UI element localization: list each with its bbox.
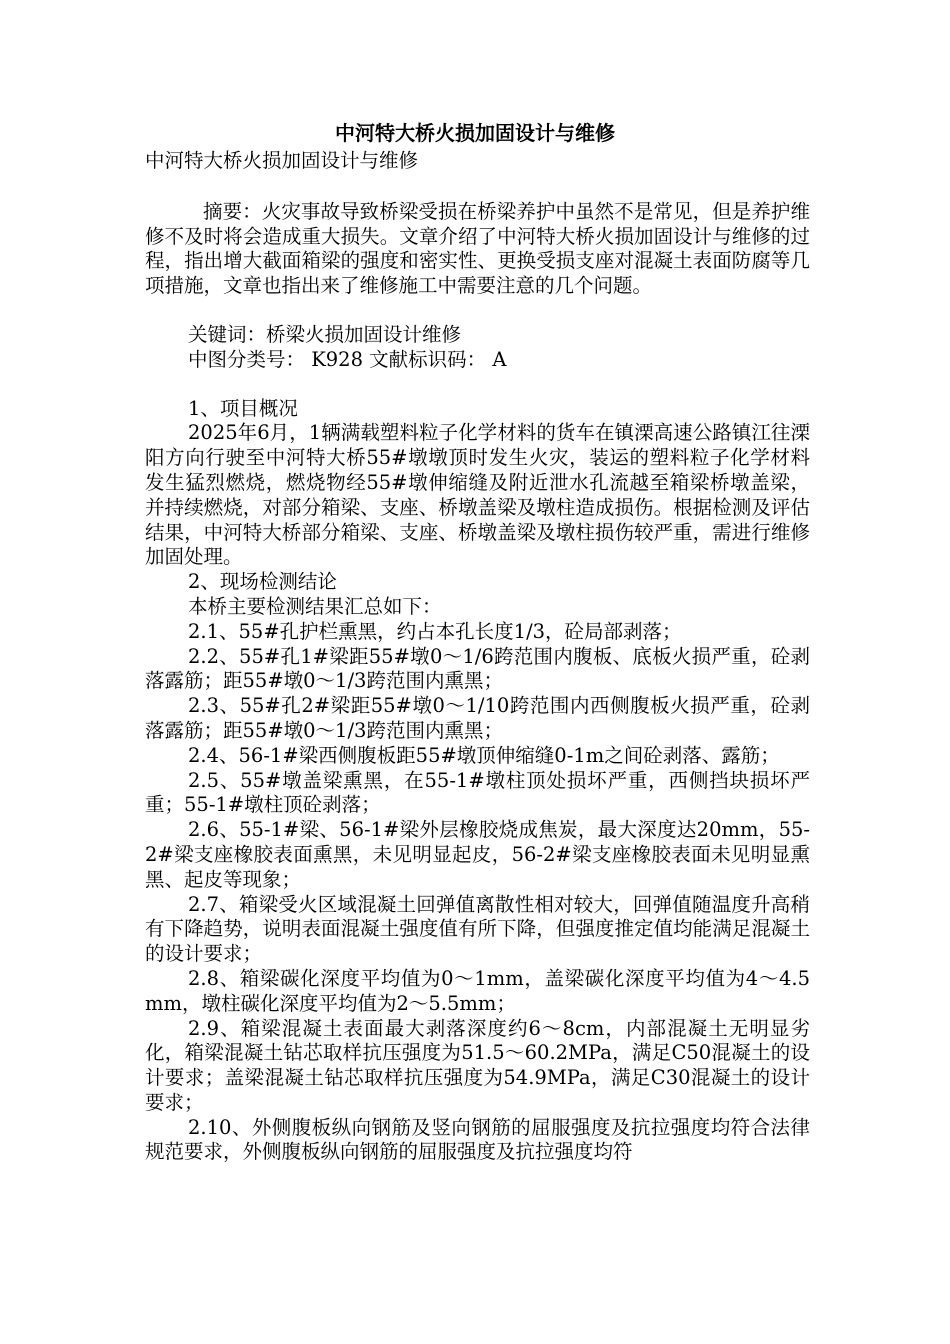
section-heading: 1、项目概况 xyxy=(188,396,298,420)
finding-item: 2.6、55-1#梁、56-1#梁外层橡胶烧成焦炭，最大深度达20mm，55-2#梁支座橡胶表面熏黑，未见明显起皮，56-2#梁支座橡胶表面未见明显熏黑、起皮等现象； xyxy=(145,818,810,891)
section-paragraph: 本桥主要检测结果汇总如下： xyxy=(188,594,442,618)
section-heading: 2、现场检测结论 xyxy=(188,570,337,594)
document-title: 中河特大桥火损加固设计与维修 xyxy=(335,121,615,145)
finding-item: 2.2、55#孔1#梁距55#墩0～1/6跨范围内腹板、底板火损严重，砼剥落露筋；距55#墩0～1/3跨范围内熏黑； xyxy=(145,644,810,693)
finding-item: 2.5、55#墩盖梁熏黑，在55-1#墩柱顶处损坏严重，西侧挡块损坏严重；55-1#墩柱顶砼剥落； xyxy=(145,768,810,817)
finding-item: 2.8、箱梁碳化深度平均值为0～1mm，盖梁碳化深度平均值为4～4.5mm，墩柱碳化深度平均值为2～5.5mm； xyxy=(145,966,810,1015)
abstract-paragraph: 摘要：火灾事故导致桥梁受损在桥梁养护中虽然不是常见，但是养护维修不及时将会造成重大损失。文章介绍了中河特大桥火损加固设计与维修的过程，指出增大截面箱梁的强度和密实性、更换受损支座对混凝土表面防腐等几项措施，文章也指出来了维修施工中需要注意的几个问题。 xyxy=(145,199,810,298)
classification-line: 中图分类号： K928 文献标识码： A xyxy=(188,347,507,371)
finding-item: 2.1、55#孔护栏熏黑，约占本孔长度1/3，砼局部剥落； xyxy=(188,619,682,643)
document-subtitle: 中河特大桥火损加固设计与维修 xyxy=(145,149,419,172)
finding-item: 2.9、箱梁混凝土表面最大剥落深度约6～8cm，内部混凝土无明显劣化，箱梁混凝土钻芯取样抗压强度为51.5～60.2MPa，满足C50混凝土的设计要求；盖梁混凝土钻芯取样抗压强度为54.9MPa，满足C30混凝土的设计要求； xyxy=(145,1016,810,1114)
finding-item: 2.10、外侧腹板纵向钢筋及竖向钢筋的屈服强度及抗拉强度均符合法律规范要求，外侧腹板纵向钢筋的屈服强度及抗拉强度均符 xyxy=(145,1115,810,1164)
document-body xyxy=(145,149,810,1165)
finding-item: 2.3、55#孔2#梁距55#墩0～1/10跨范围内西侧腹板火损严重，砼剥落露筋；距55#墩0～1/3跨范围内熏黑； xyxy=(145,694,810,742)
finding-item: 2.4、56-1#梁西侧腹板距55#墩顶伸缩缝0-1m之间砼剥落、露筋； xyxy=(188,743,780,767)
keywords-line: 关键词：桥梁火损加固设计维修 xyxy=(188,322,462,346)
finding-item: 2.7、箱梁受火区域混凝土回弹值离散性相对较大，回弹值随温度升高稍有下降趋势，说明表面混凝土强度值有所下降，但强度推定值均能满足混凝土的设计要求； xyxy=(145,892,810,966)
section-paragraph: 2025年6月，1辆满载塑料粒子化学材料的货车在镇溧高速公路镇江往溧阳方向行驶至中河特大桥55#墩墩顶时发生火灾，装运的塑料粒子化学材料发生猛烈燃烧，燃烧物经55#墩伸缩缝及附近泄水孔流越至箱梁桥墩盖梁，并持续燃烧，对部分箱梁、支座、桥墩盖梁及墩柱造成损伤。根据检测及评估结果，中河特大桥部分箱梁、支座、桥墩盖梁及墩柱损伤较严重，需进行维修加固处理。 xyxy=(145,421,810,569)
